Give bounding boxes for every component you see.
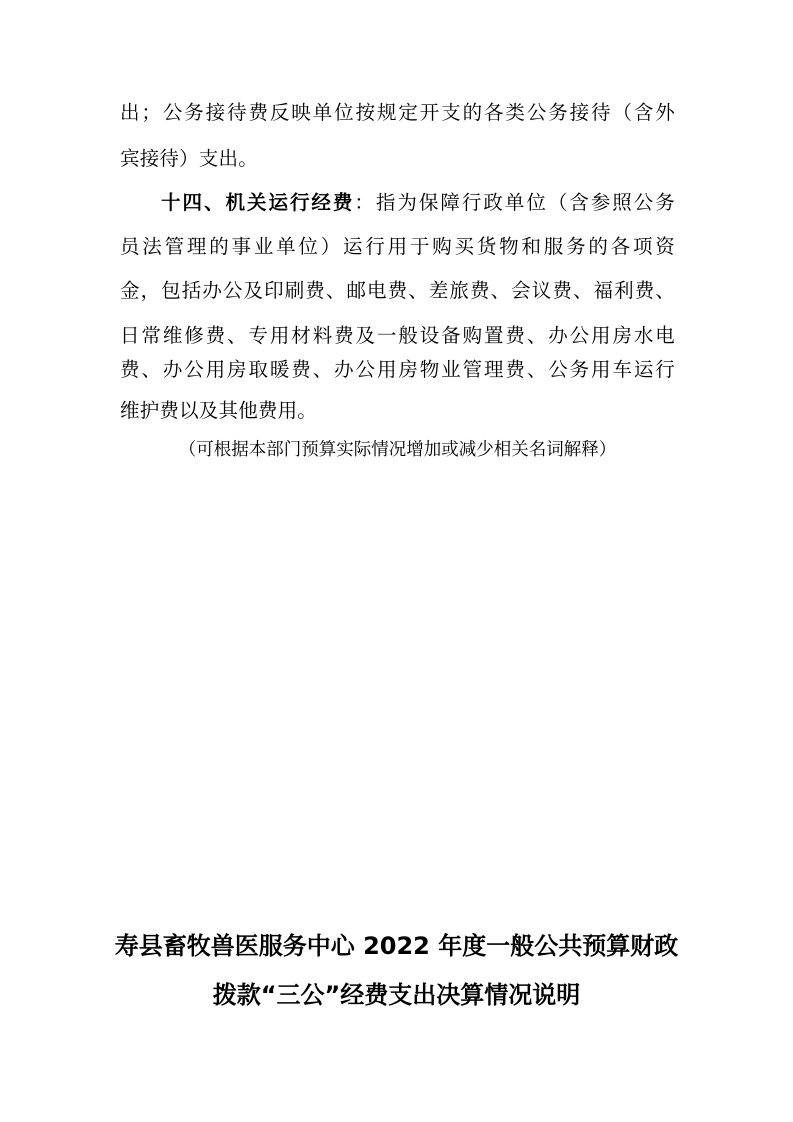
section-title-line-2: 拨款“三公”经费支出决算情况说明 bbox=[212, 981, 581, 1009]
section-14-text: ：指为保障行政单位（含参照公务 bbox=[354, 191, 675, 214]
paragraph-line: 宾接待）支出。 bbox=[120, 147, 258, 170]
section-14-first-line bbox=[161, 189, 675, 217]
editor-note: （可根据本部门预算实际情况增加或减少相关名词解释） bbox=[178, 440, 617, 460]
paragraph-line: 出；公务接待费反映单位按规定开支的各类公务接待（含外 bbox=[120, 101, 675, 124]
section-14-line: 维护费以及其他费用。 bbox=[120, 399, 318, 422]
section-14-line: 日常维修费、专用材料费及一般设备购置费、办公用房水电 bbox=[120, 324, 675, 347]
section-title-line-1: 寿县畜牧兽医服务中心 2022 年度一般公共预算财政 bbox=[114, 932, 679, 960]
section-14-line: 员法管理的事业单位）运行用于购买货物和服务的各项资 bbox=[120, 235, 675, 258]
section-14-line: 金，包括办公及印刷费、邮电费、差旅费、会议费、福利费、 bbox=[120, 279, 675, 302]
section-14-line: 费、办公用房取暖费、办公用房物业管理费、公务用车运行 bbox=[120, 358, 675, 381]
section-14-heading: 十四、机关运行经费 bbox=[161, 191, 355, 214]
